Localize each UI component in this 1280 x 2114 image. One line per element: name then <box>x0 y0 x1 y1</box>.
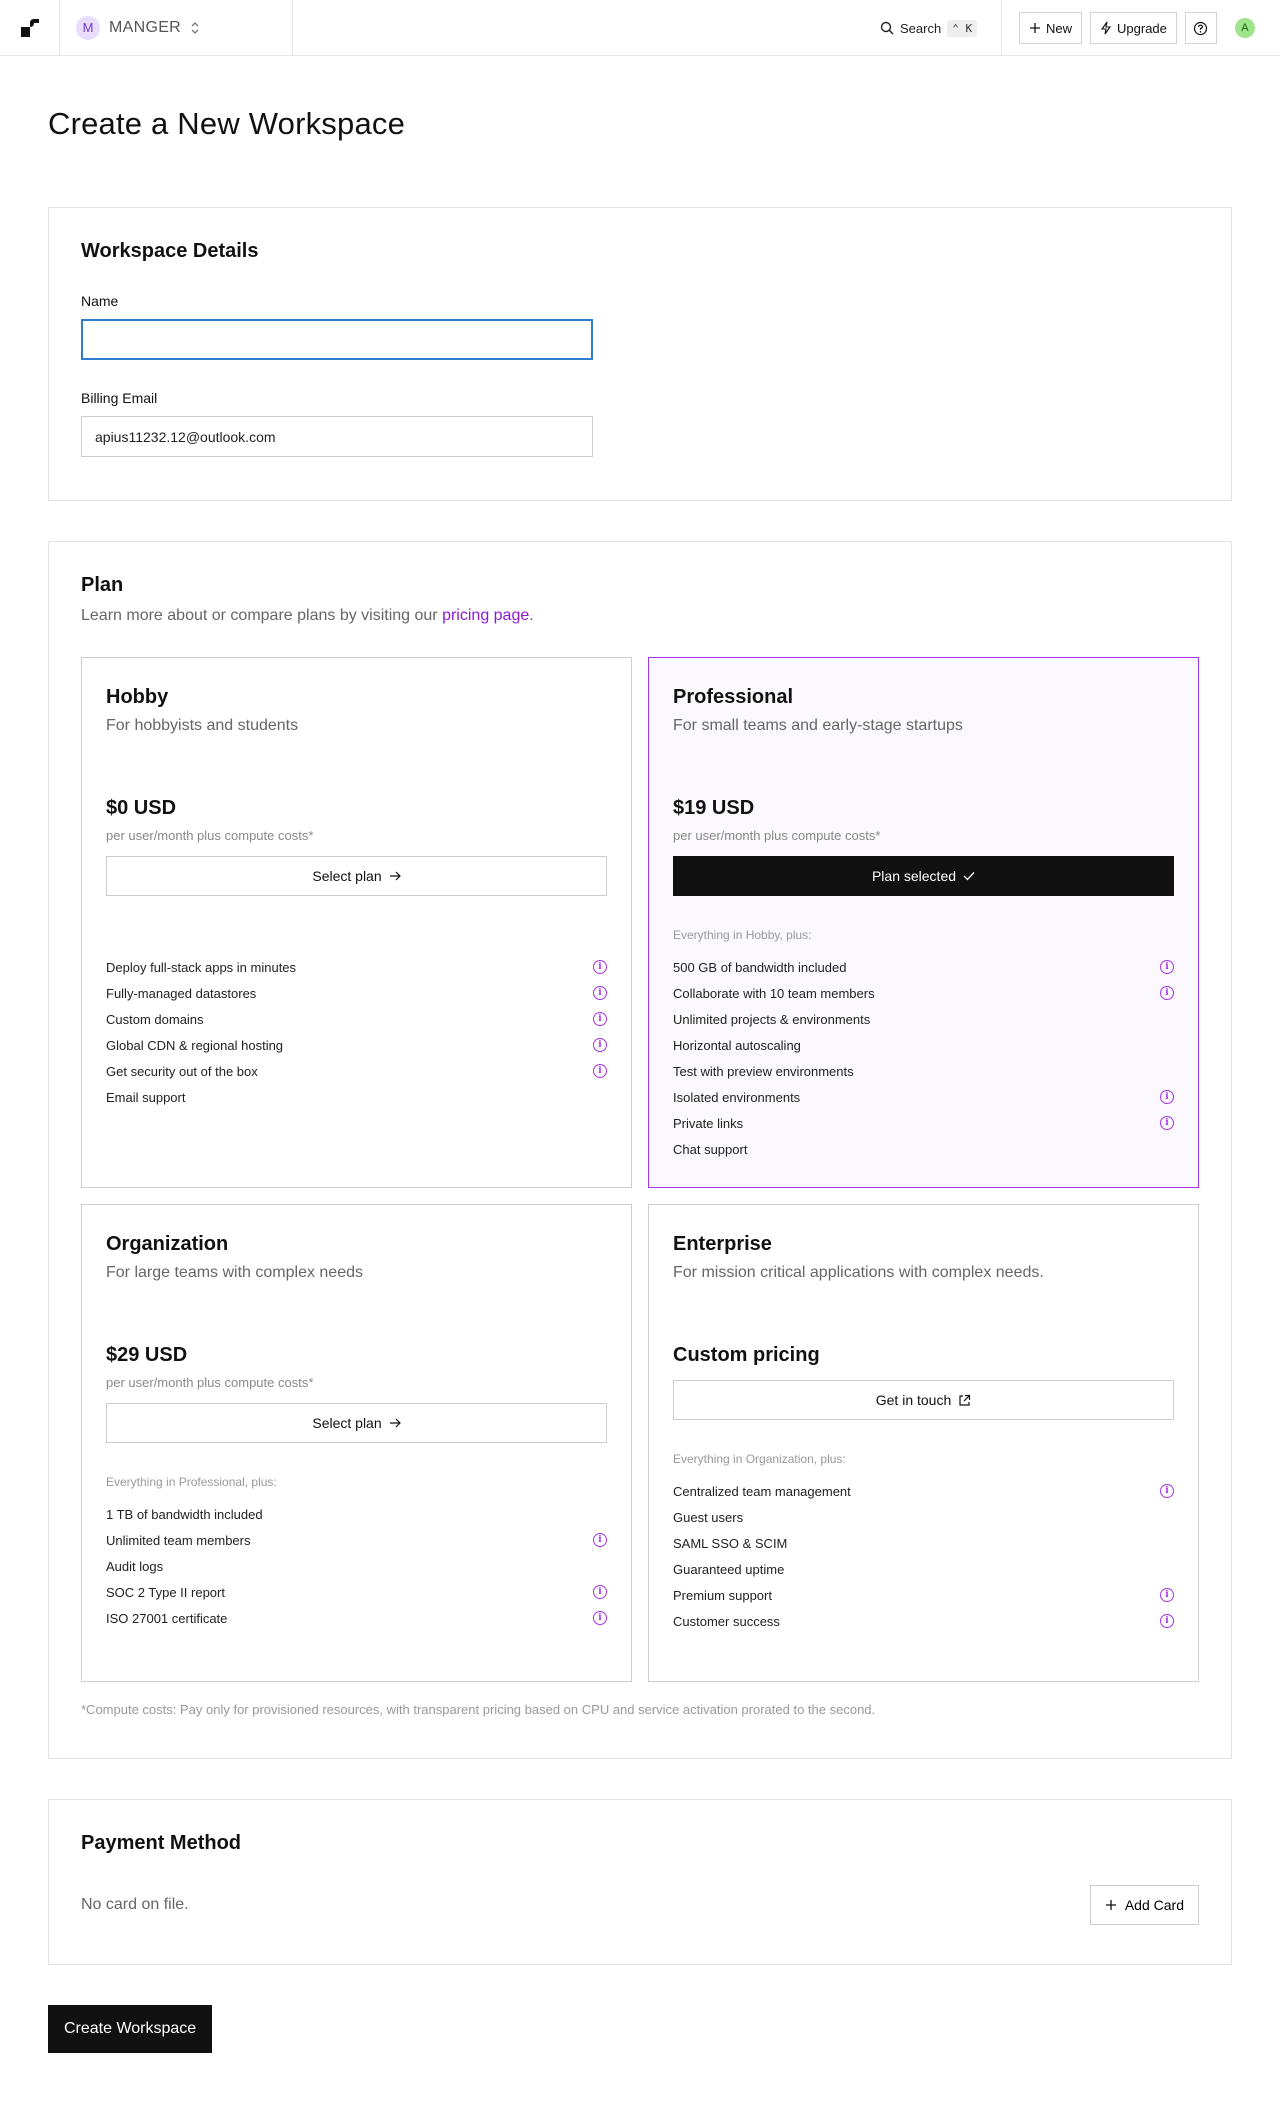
feature-text: SOC 2 Type II report <box>106 1584 225 1600</box>
check-icon <box>963 870 975 882</box>
select-plan-button-hobby[interactable] <box>106 856 607 896</box>
plan-card-hobby[interactable] <box>81 657 632 1188</box>
info-icon[interactable]: i <box>1160 986 1174 1000</box>
info-icon[interactable]: i <box>593 1038 607 1052</box>
feature-text: Isolated environments <box>673 1089 801 1105</box>
feature-text: Guest users <box>673 1509 744 1525</box>
feature-list <box>106 1501 607 1631</box>
search-icon <box>880 21 894 35</box>
info-icon[interactable]: i <box>593 1611 607 1625</box>
feature-text: Chat support <box>673 1141 748 1157</box>
workspace-name: MANGER <box>109 18 182 36</box>
feature-text: 1 TB of bandwidth included <box>106 1506 263 1522</box>
feature-item <box>106 1527 607 1553</box>
lightning-icon <box>1100 21 1112 35</box>
info-icon[interactable]: i <box>1160 1484 1174 1498</box>
payment-row <box>81 1885 1199 1925</box>
top-bar <box>0 0 1280 56</box>
feature-text: Unlimited projects & environments <box>673 1011 871 1027</box>
select-plan-label: Select plan <box>312 1415 382 1431</box>
get-in-touch-label: Get in touch <box>875 1392 952 1408</box>
select-plan-button-organization[interactable] <box>106 1403 607 1443</box>
info-icon[interactable]: i <box>1160 1588 1174 1602</box>
feature-text: Premium support <box>673 1587 772 1603</box>
feature-text: Test with preview environments <box>673 1063 854 1079</box>
search-shortcut: ⌃ K <box>947 20 977 37</box>
info-icon[interactable]: i <box>593 986 607 1000</box>
page-content <box>0 106 1280 2053</box>
plan-selected-label: Plan selected <box>871 868 957 884</box>
feature-text: ISO 27001 certificate <box>106 1610 228 1626</box>
plus-icon <box>1029 22 1041 34</box>
plan-inherits: Everything in Organization, plus: <box>673 1452 846 1466</box>
plan-name: Hobby <box>106 686 169 708</box>
arrow-right-icon <box>389 870 401 882</box>
plan-description: For mission critical applications with complex needs. <box>673 1264 1044 1281</box>
select-plan-label: Select plan <box>312 868 382 884</box>
plan-description: For small teams and early-stage startups <box>673 717 963 734</box>
logo[interactable] <box>0 0 60 56</box>
name-label: Name <box>81 293 119 309</box>
plan-price-note: per user/month plus compute costs* <box>106 828 314 843</box>
plus-icon <box>1105 1899 1117 1911</box>
new-label: New <box>1046 20 1073 36</box>
info-icon[interactable]: i <box>593 1012 607 1026</box>
user-avatar[interactable]: A <box>1235 18 1255 38</box>
plan-inherits <box>106 928 607 944</box>
billing-email-input[interactable] <box>81 416 593 457</box>
feature-text: Guaranteed uptime <box>673 1561 785 1577</box>
info-icon[interactable]: i <box>593 1585 607 1599</box>
add-card-label: Add Card <box>1124 1897 1184 1913</box>
feature-item <box>106 1006 607 1032</box>
feature-item <box>673 1608 1174 1634</box>
billing-email-label: Billing Email <box>81 390 158 406</box>
add-card-button[interactable] <box>1090 1885 1199 1925</box>
new-button[interactable] <box>1019 12 1082 44</box>
search-button[interactable] <box>880 0 1002 56</box>
compute-costs-footnote: *Compute costs: Pay only for provisioned resources, with transparent pricing based on CPU and service activation prorated to the second. <box>81 1702 876 1717</box>
plan-description: For hobbyists and students <box>106 717 299 734</box>
plan-subtitle-end: . <box>529 607 534 624</box>
workspace-details-title: Workspace Details <box>81 240 259 262</box>
plan-price: $29 USD <box>106 1344 188 1366</box>
feature-text: Global CDN & regional hosting <box>106 1037 284 1053</box>
feature-item <box>673 1006 1174 1032</box>
create-workspace-button[interactable]: Create Workspace <box>48 2005 212 2053</box>
workspace-details-section <box>48 207 1232 501</box>
plan-title: Plan <box>81 574 124 596</box>
plan-cards <box>81 657 1199 1682</box>
get-in-touch-button[interactable] <box>673 1380 1174 1420</box>
feature-text: 500 GB of bandwidth included <box>673 959 847 975</box>
feature-text: Deploy full-stack apps in minutes <box>106 959 297 975</box>
payment-method-section <box>48 1799 1232 1965</box>
feature-list <box>673 1478 1174 1634</box>
feature-item <box>106 954 607 980</box>
feature-text: Audit logs <box>106 1558 164 1574</box>
feature-list <box>673 954 1174 1162</box>
help-icon <box>1193 21 1208 36</box>
logo-icon <box>20 18 40 38</box>
plan-inherits: Everything in Professional, plus: <box>106 1475 277 1489</box>
feature-item <box>106 1553 607 1579</box>
plan-subtitle <box>81 607 1199 625</box>
workspace-switcher[interactable] <box>60 0 293 56</box>
plan-price: $19 USD <box>673 797 755 819</box>
info-icon[interactable]: i <box>1160 1090 1174 1104</box>
feature-item <box>106 980 607 1006</box>
feature-text: Get security out of the box <box>106 1063 258 1079</box>
feature-item <box>673 1530 1174 1556</box>
feature-item <box>106 1032 607 1058</box>
no-card-text: No card on file. <box>81 1896 189 1913</box>
upgrade-label: Upgrade <box>1117 20 1167 36</box>
feature-text: Private links <box>673 1115 744 1131</box>
feature-text: Collaborate with 10 team members <box>673 985 875 1001</box>
plan-card-organization[interactable] <box>81 1204 632 1682</box>
plan-price-note: per user/month plus compute costs* <box>106 1375 314 1390</box>
plan-price: Custom pricing <box>673 1344 820 1366</box>
feature-item <box>106 1084 607 1110</box>
feature-item <box>106 1605 607 1631</box>
pricing-page-link[interactable]: pricing page <box>442 607 530 624</box>
plan-card-enterprise[interactable] <box>648 1204 1199 1682</box>
plan-price: $0 USD <box>106 797 177 819</box>
help-button[interactable] <box>1185 12 1217 44</box>
feature-item <box>673 954 1174 980</box>
feature-item <box>673 1084 1174 1110</box>
external-link-icon <box>958 1394 971 1407</box>
payment-method-title: Payment Method <box>81 1832 242 1854</box>
feature-item <box>673 1136 1174 1162</box>
feature-item <box>673 1032 1174 1058</box>
plan-selected-button[interactable] <box>673 856 1174 896</box>
feature-text: Custom domains <box>106 1011 204 1027</box>
info-icon[interactable]: i <box>593 1064 607 1078</box>
arrow-right-icon <box>389 1417 401 1429</box>
feature-text: Customer success <box>673 1613 780 1629</box>
feature-item <box>673 1478 1174 1504</box>
plan-subtitle-text: Learn more about or compare plans by visiting our <box>81 607 443 624</box>
workspace-avatar: M <box>76 16 100 40</box>
feature-item <box>106 1501 607 1527</box>
info-icon[interactable]: i <box>1160 1614 1174 1628</box>
feature-item <box>106 1579 607 1605</box>
feature-text: Centralized team management <box>673 1483 851 1499</box>
plan-inherits: Everything in Hobby, plus: <box>673 928 812 942</box>
info-icon[interactable]: i <box>593 960 607 974</box>
upgrade-button[interactable] <box>1090 12 1177 44</box>
top-actions <box>1019 12 1255 44</box>
feature-item <box>673 1504 1174 1530</box>
info-icon[interactable]: i <box>1160 960 1174 974</box>
plan-name: Enterprise <box>673 1233 772 1255</box>
plan-description: For large teams with complex needs <box>106 1264 363 1281</box>
feature-text: Unlimited team members <box>106 1532 251 1548</box>
feature-item <box>673 1058 1174 1084</box>
plan-price-note: per user/month plus compute costs* <box>673 828 881 843</box>
feature-list <box>106 954 607 1110</box>
feature-item <box>106 1058 607 1084</box>
page-title: Create a New Workspace <box>48 106 406 141</box>
chevron-up-down-icon <box>190 21 200 35</box>
info-icon[interactable]: i <box>593 1533 607 1547</box>
plan-section <box>48 541 1232 1759</box>
name-input[interactable] <box>81 319 593 360</box>
feature-item <box>673 1110 1174 1136</box>
feature-item <box>673 1556 1174 1582</box>
feature-item <box>673 980 1174 1006</box>
feature-text: Horizontal autoscaling <box>673 1037 801 1053</box>
feature-text: Email support <box>106 1089 186 1105</box>
info-icon[interactable]: i <box>1160 1116 1174 1130</box>
feature-text: SAML SSO & SCIM <box>673 1535 788 1551</box>
feature-text: Fully-managed datastores <box>106 985 257 1001</box>
feature-item <box>673 1582 1174 1608</box>
plan-name: Professional <box>673 686 794 708</box>
plan-card-professional[interactable] <box>648 657 1199 1188</box>
search-label: Search <box>900 20 942 36</box>
plan-name: Organization <box>106 1233 229 1255</box>
